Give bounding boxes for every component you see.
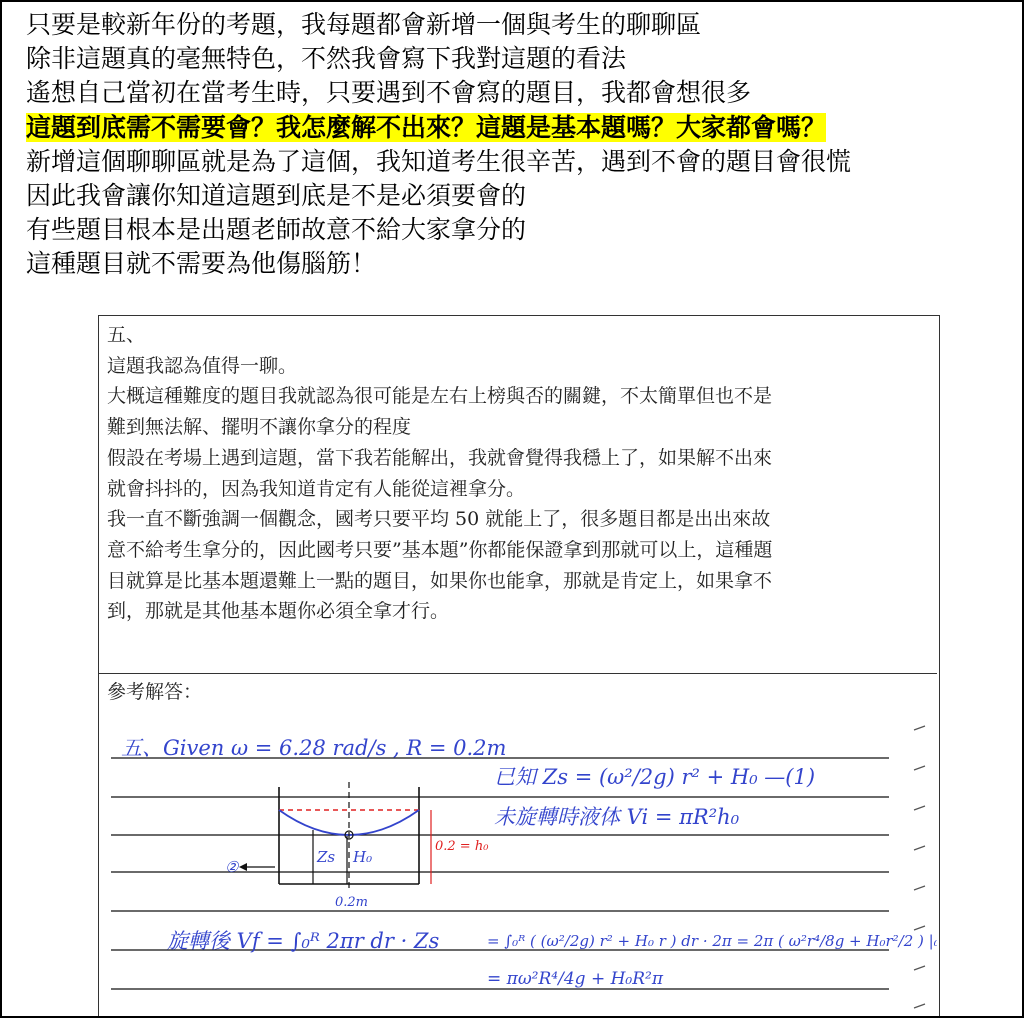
discussion-text xyxy=(107,320,933,627)
question-number: 五、 xyxy=(107,324,146,346)
discussion-line-7: 意不給考生拿分的，因此國考只要”基本題”你都能保證拿到那就可以上，這種題 xyxy=(107,538,773,561)
discussion-line-5: 就會抖抖的，因為我知道肯定有人能從這裡拿分。 xyxy=(107,477,526,500)
intro-line-6: 因此我會讓你知道這題到底是不是必須要會的 xyxy=(26,181,527,211)
intro-line-8: 這種題目就不需要為他傷腦筋！ xyxy=(26,249,377,279)
card-divider xyxy=(99,673,937,674)
after-rotation-volume: 旋轉後 Vf = ∫₀ᴿ 2πr dr · Zs xyxy=(167,929,440,953)
discussion-card xyxy=(98,315,940,1018)
intro-line-2: 除非這題真的毫無特色，不然我會寫下我對這題的看法 xyxy=(26,44,627,74)
intro-line-1: 只要是較新年份的考題，我每題都會新增一個與考生的聊聊區 xyxy=(26,10,702,39)
discussion-line-2: 大概這種難度的題目我就認為很可能是左右上榜與否的關鍵，不太簡單但也不是 xyxy=(107,385,773,408)
answer-label: 參考解答： xyxy=(107,681,203,703)
diagram-label-width: 0.2m xyxy=(335,895,369,910)
diagram-label-height: 0.2 = h₀ xyxy=(435,839,489,854)
discussion-line-3: 難到無法解、擺明不讓你拿分的程度 xyxy=(107,416,412,439)
discussion-line-6: 我一直不斷強調一個觀念，國考只要平均 50 就能上了，很多題目都是出出來故 xyxy=(107,508,771,531)
diagram-label-point-2: ② xyxy=(225,858,239,876)
discussion-line-4: 假設在考場上遇到這題，當下我若能解出，我就會覺得我穩上了，如果解不出來 xyxy=(107,446,773,469)
known-equation: 已知 Zs = (ω²/2g) r² + H₀ —(1) xyxy=(494,765,816,789)
intro-line-5: 新增這個聊聊區就是為了這個，我知道考生很辛苦，遇到不會的題目會很慌 xyxy=(26,146,852,176)
discussion-line-1: 這題我認為值得一聊。 xyxy=(107,354,298,377)
discussion-line-9: 到，那就是其他基本題你必須全拿才行。 xyxy=(107,600,450,623)
container-diagram xyxy=(225,782,489,910)
intro-line-3: 遙想自己當初在當考生時，只要遇到不會寫的題目，我都會想很多 xyxy=(26,78,752,108)
integral-result: = πω²R⁴/4g + H₀R²π xyxy=(487,969,664,989)
intro-line-7: 有些題目根本是出題老師故意不給大家拿分的 xyxy=(26,215,527,245)
highlighted-question: 這題到底需不需要會？我怎麼解不出來？這題是基本題嗎？大家都會嗎？ xyxy=(26,112,827,142)
margin-ticks xyxy=(914,726,925,1008)
diagram-label-ho: H₀ xyxy=(353,848,373,866)
before-rotation-volume: 未旋轉時液体 Vi = πR²h₀ xyxy=(494,805,740,829)
intro-line-highlighted xyxy=(26,111,1006,145)
intro-text xyxy=(26,8,1006,282)
solution-svg xyxy=(99,712,937,1018)
discussion-line-8: 目就算是比基本題還難上一點的題目，如果你也能拿，那就是肯定上，如果拿不 xyxy=(107,569,773,592)
given-line: 五、Given ω = 6.28 rad/s , R = 0.2m xyxy=(121,736,507,760)
diagram-label-zs: Zs xyxy=(317,848,336,866)
handwritten-solution xyxy=(99,712,937,1018)
integral-expansion: = ∫₀ᴿ ( (ω²/2g) r² + H₀ r ) dr · 2π = 2π ( ω²r⁴/8g + H₀r²/2 ) |₀ᴿ xyxy=(487,932,937,950)
